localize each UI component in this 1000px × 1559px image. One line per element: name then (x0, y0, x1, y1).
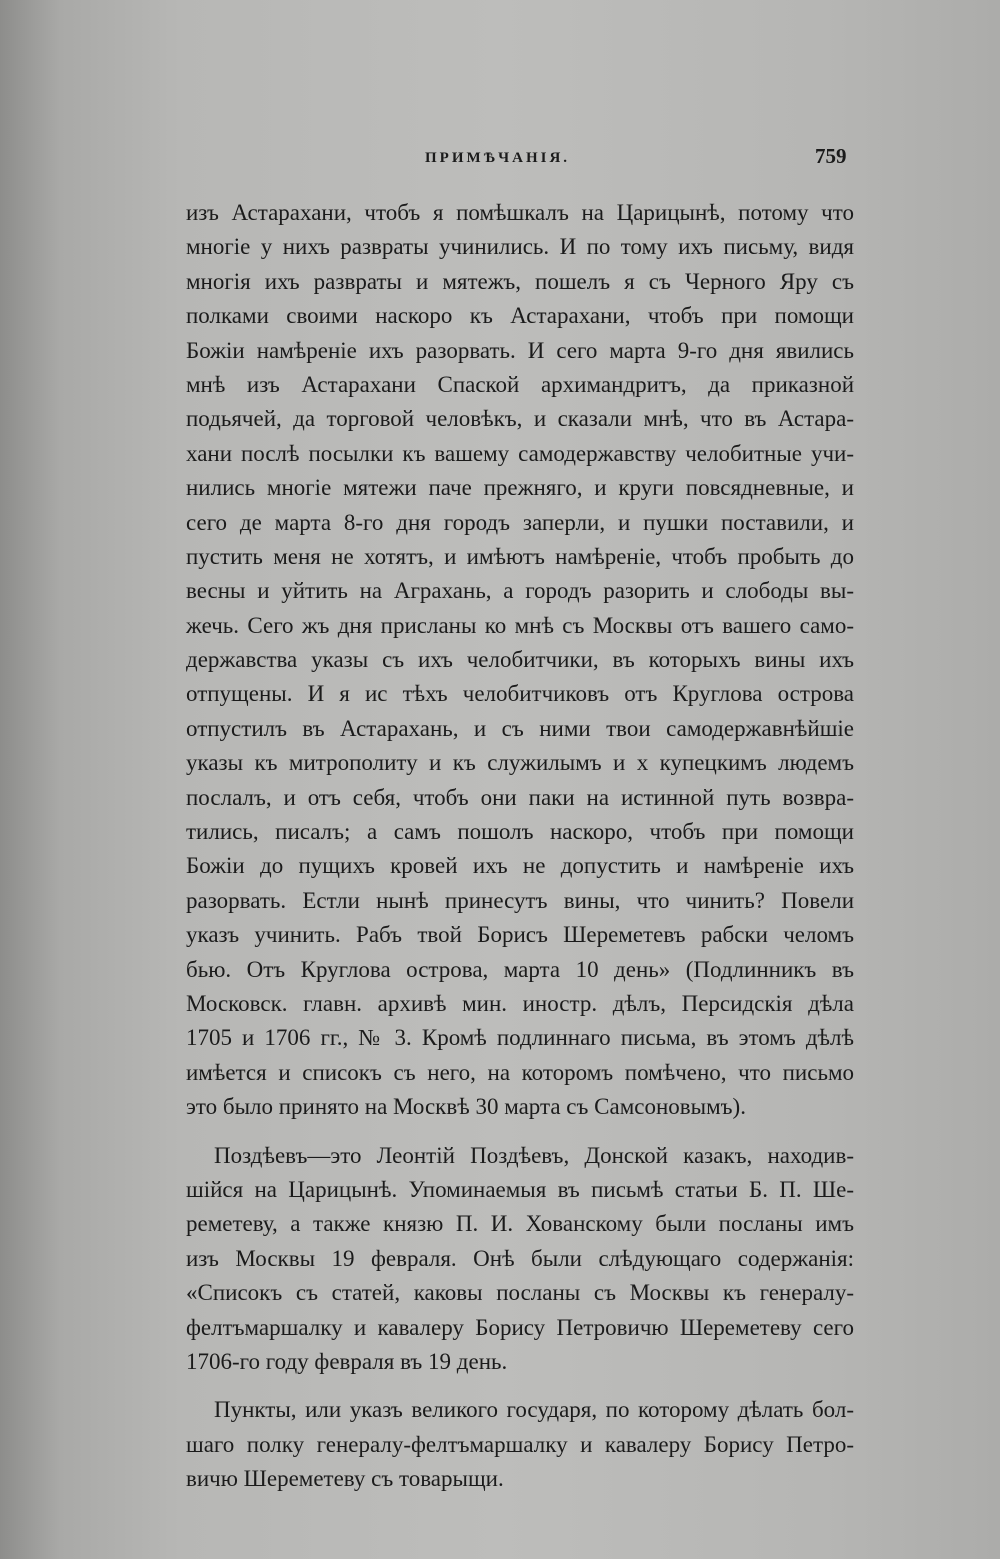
text-line: мнѣ изъ Астарахани Спаской архимандритъ, да приказной (186, 371, 854, 397)
text-line: подьячей, да торговой человѣкъ, и сказали мнѣ, что въ Астара- (186, 406, 854, 432)
text-line: многія ихъ развраты и мятежъ, пошелъ я съ Черного Яру съ (186, 268, 854, 294)
text-line: Московск. главн. архивѣ мин. иностр. дѣлъ, Персидскія дѣла (186, 990, 854, 1016)
text-line: Божіи намѣреніе ихъ разорвать. И сего марта 9-го дня явились (186, 337, 854, 363)
paragraph (186, 1393, 854, 1496)
text-line: имѣется и списокъ съ него, на которомъ помѣчено, что письмо (186, 1059, 854, 1085)
text-line: тились, писалъ; а самъ пошолъ наскоро, чтобъ при помощи (186, 819, 854, 845)
text-line: Поздѣевъ—это Леонтій Поздѣевъ, Донской казакъ, находив- (214, 1142, 854, 1168)
text-line: весны и уйтить на Аграхань, а городъ разорить и слободы вы- (186, 578, 854, 604)
text-line: отпустилъ въ Астарахань, и съ ними твои самодержавнѣйшіе (186, 715, 854, 741)
text-line: полками своими наскоро къ Астарахани, чтобъ при помощи (186, 303, 854, 329)
text-line: фелтъмаршалку и кавалеру Борису Петровичю Шереметеву сего (186, 1314, 854, 1340)
body-text (186, 196, 854, 1496)
text-line: Божіи до пущихъ кровей ихъ не допустить и намѣреніе ихъ (186, 853, 854, 879)
text-line: 1706-го году февраля въ 19 день. (186, 1348, 508, 1374)
text-line: шаго полку генералу-фелтъмаршалку и кавалеру Борису Петро- (186, 1431, 854, 1457)
paragraph-gap (186, 1125, 854, 1139)
text-line: послалъ, и отъ себя, чтобъ они паки на истинной путь возвра- (186, 784, 854, 810)
text-line: это было принято на Москвѣ 30 марта съ Самсоновымъ). (186, 1094, 746, 1120)
text-line: реметеву, а также князю П. И. Хованскому были посланы имъ (186, 1211, 854, 1237)
running-header: ПРИМѢЧАНІЯ. (425, 150, 571, 166)
text-line: изъ Москвы 19 февраля. Онѣ были слѣдующаго содержанія: (186, 1245, 854, 1271)
text-line: указъ учинить. Рабъ твой Борисъ Шереметевъ рабски челомъ (186, 922, 854, 948)
text-line: отпущены. И я ис тѣхъ челобитчиковъ отъ Круглова острова (186, 681, 854, 707)
text-line: сего де марта 8-го дня городъ заперли, и пушки поставили, и (186, 509, 854, 535)
text-line: жечь. Сего жъ дня присланы ко мнѣ съ Москвы отъ вашего само- (186, 612, 854, 638)
text-line: бью. Отъ Круглова острова, марта 10 день» (Подлинникъ въ (186, 956, 854, 982)
text-line: нились многіе мятежи паче прежняго, и круги повсядневные, и (186, 475, 854, 501)
text-line: Пункты, или указъ великого государя, по которому дѣлать бол- (214, 1397, 854, 1423)
paragraph-gap (186, 1379, 854, 1393)
page-number: 759 (815, 144, 847, 168)
text-line: 1705 и 1706 гг., № 3. Кромѣ подлиннаго письма, въ этомъ дѣлѣ (186, 1025, 854, 1051)
text-line: хани послѣ посылки къ вашему самодержавству челобитные учи- (186, 440, 854, 466)
text-line: «Списокъ съ статей, каковы посланы съ Москвы къ генералу- (186, 1280, 854, 1306)
text-line: вичю Шереметеву съ товарыщи. (186, 1466, 504, 1492)
text-line: пустить меня не хотятъ, и имѣютъ намѣреніе, чтобъ пробыть до (186, 543, 854, 569)
text-line: многіе у нихъ развраты учинились. И по тому ихъ письму, видя (186, 234, 854, 260)
text-line: указы къ митрополиту и къ служилымъ и х купецкимъ людемъ (186, 750, 854, 776)
text-line: разорвать. Естли нынѣ принесутъ вины, что чинить? Повели (186, 887, 854, 913)
paragraph (186, 196, 854, 1125)
paragraph (186, 1139, 854, 1380)
text-line: державства указы съ ихъ челобитчики, въ которыхъ вины ихъ (186, 647, 854, 673)
text-line: шійся на Царицынѣ. Упоминаемыя въ письмѣ статьи Б. П. Ше- (186, 1176, 854, 1202)
text-line: изъ Астарахани, чтобъ я помѣшкалъ на Царицынѣ, потому что (186, 200, 854, 225)
